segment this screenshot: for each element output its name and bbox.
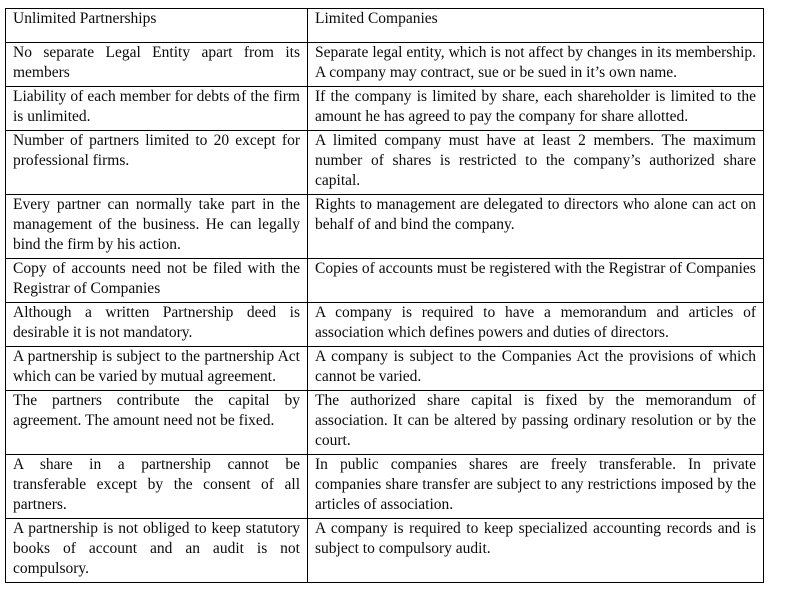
company-cell: Copies of accounts must be registered with the Registrar of Companies: [308, 259, 764, 303]
table-row: [6, 303, 764, 347]
table-row: [6, 519, 764, 583]
table-row: [6, 259, 764, 303]
company-cell: In public companies shares are freely transferable. In private companies share transfer are subject to any restrictions imposed by the articles of association.: [308, 455, 764, 519]
partnership-cell: A partnership is subject to the partnership Act which can be varied by mutual agreement.: [6, 347, 308, 391]
company-cell: If the company is limited by share, each shareholder is limited to the amount he has agreed to pay the company for share allotted.: [308, 87, 764, 131]
partnership-cell: Liability of each member for debts of the firm is unlimited.: [6, 87, 308, 131]
partnership-cell: No separate Legal Entity apart from its members: [6, 43, 308, 87]
company-cell: A company is subject to the Companies Act the provisions of which cannot be varied.: [308, 347, 764, 391]
company-cell: A limited company must have at least 2 members. The maximum number of shares is restricted to the company’s authorized share capital.: [308, 131, 764, 195]
company-cell: The authorized share capital is fixed by the memorandum of association. It can be altered by passing ordinary resolution or by the court.: [308, 391, 764, 455]
header-cell-limited-companies: Limited Companies: [308, 9, 764, 43]
company-cell: Rights to management are delegated to directors who alone can act on behalf of and bind the company.: [308, 195, 764, 259]
table-row: [6, 347, 764, 391]
table-row: [6, 131, 764, 195]
partnership-cell: Every partner can normally take part in the management of the business. He can legally bind the firm by his action.: [6, 195, 308, 259]
table-header-row: [6, 9, 764, 43]
company-cell: A company is required to have a memorandum and articles of association which defines powers and duties of directors.: [308, 303, 764, 347]
partnership-cell: Copy of accounts need not be filed with the Registrar of Companies: [6, 259, 308, 303]
header-cell-unlimited-partnerships: Unlimited Partnerships: [6, 9, 308, 43]
partnership-cell: A partnership is not obliged to keep statutory books of account and an audit is not compulsory.: [6, 519, 308, 583]
comparison-table: [5, 8, 764, 583]
table-row: [6, 43, 764, 87]
partnership-cell: A share in a partnership cannot be transferable except by the consent of all partners.: [6, 455, 308, 519]
table-row: [6, 87, 764, 131]
partnership-cell: Number of partners limited to 20 except for professional firms.: [6, 131, 308, 195]
table-row: [6, 455, 764, 519]
company-cell: A company is required to keep specialized accounting records and is subject to compulsory audit.: [308, 519, 764, 583]
table-row: [6, 195, 764, 259]
table-row: [6, 391, 764, 455]
partnership-cell: The partners contribute the capital by agreement. The amount need not be fixed.: [6, 391, 308, 455]
partnership-cell: Although a written Partnership deed is desirable it is not mandatory.: [6, 303, 308, 347]
company-cell: Separate legal entity, which is not affect by changes in its membership. A company may contract, sue or be sued in it’s own name.: [308, 43, 764, 87]
